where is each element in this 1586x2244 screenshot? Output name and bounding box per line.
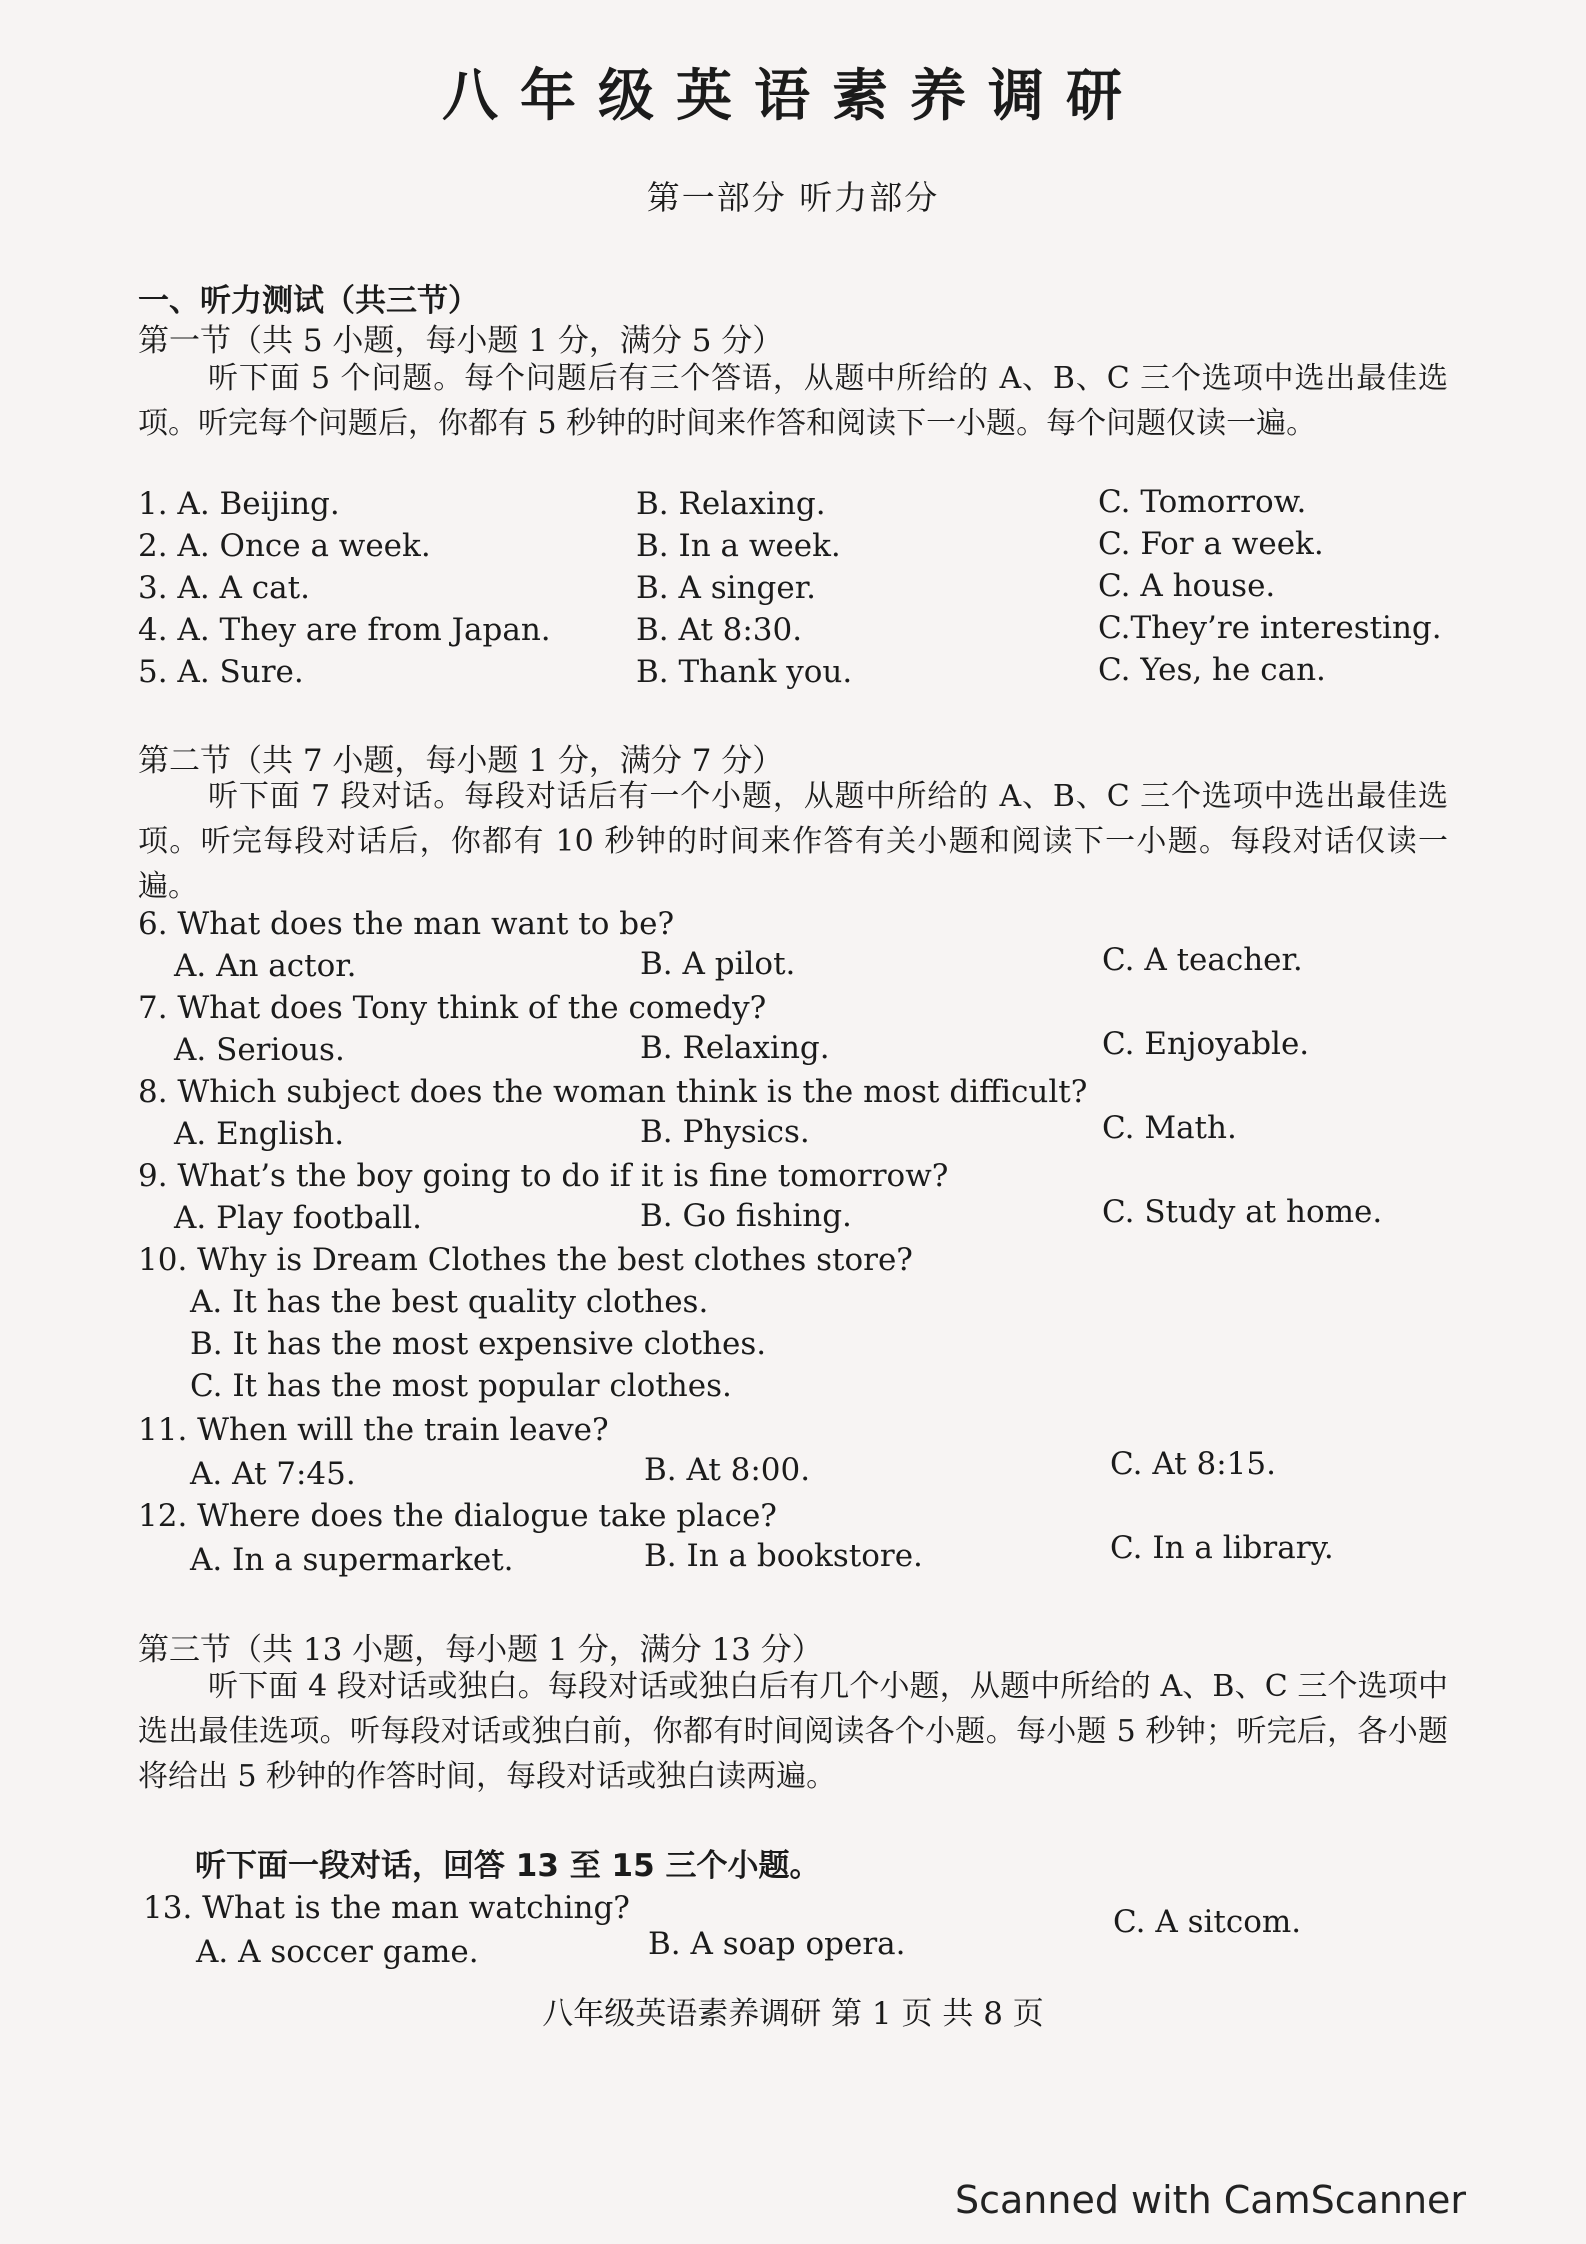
q9-option-a: A. Play football.	[174, 1200, 422, 1236]
section1-head: 第一节（共 5 小题，每小题 1 分，满分 5 分）	[138, 323, 784, 359]
q3-option-a: 3. A. A cat.	[138, 570, 310, 606]
q12-option-a: A. In a supermarket.	[190, 1542, 514, 1578]
q11-option-a: A. At 7:45.	[190, 1456, 356, 1492]
q4-option-c: C.They’re interesting.	[1098, 610, 1442, 646]
q10-option-a: A. It has the best quality clothes.	[190, 1284, 709, 1320]
q13-option-b: B. A soap opera.	[648, 1926, 906, 1962]
q5-option-a: 5. A. Sure.	[138, 654, 304, 690]
q6-option-c: C. A teacher.	[1102, 942, 1303, 978]
section3-head: 第三节（共 13 小题，每小题 1 分，满分 13 分）	[138, 1632, 823, 1668]
scanner-watermark: Scanned with CamScanner	[955, 2178, 1467, 2222]
section3-note: 听下面一段对话，回答 13 至 15 三个小题。	[195, 1848, 821, 1884]
q12-option-c: C. In a library.	[1110, 1530, 1334, 1566]
part-title: 第一部分 听力部分	[646, 178, 940, 217]
q6-option-b: B. A pilot.	[640, 946, 796, 982]
q3-option-c: C. A house.	[1098, 568, 1276, 604]
q7-stem: 7. What does Tony think of the comedy?	[138, 990, 767, 1026]
q1-option-b: B. Relaxing.	[636, 486, 826, 522]
q8-option-b: B. Physics.	[640, 1114, 810, 1150]
q6-option-a: A. An actor.	[174, 948, 357, 984]
q8-stem: 8. Which subject does the woman think is the most difficult?	[138, 1074, 1088, 1110]
q4-option-b: B. At 8:30.	[636, 612, 803, 648]
section3-instructions: 听下面 4 段对话或独白。每段对话或独白后有几个小题，从题中所给的 A、B、C 三个选项中选出最佳选项。听每段对话或独白前，你都有时间阅读各个小题。每小题 5 秒钟；听完后，各小题将给出 5 秒钟的作答时间，每段对话或独白读两遍。	[138, 1669, 1448, 1794]
q2-option-a: 2. A. Once a week.	[138, 528, 431, 564]
section2-instructions: 听下面 7 段对话。每段对话后有一个小题，从题中所给的 A、B、C 三个选项中选出最佳选项。听完每段对话后，你都有 10 秒钟的时间来作答有关小题和阅读下一小题。每段对话仅读一遍。	[138, 779, 1448, 904]
exam-title: 八年级英语素养调研	[442, 64, 1144, 129]
listening-heading: 一、听力测试（共三节）	[138, 283, 479, 319]
q9-stem: 9. What’s the boy going to do if it is fine tomorrow?	[138, 1158, 949, 1194]
q1-option-c: C. Tomorrow.	[1098, 484, 1307, 520]
section1-instructions: 听下面 5 个问题。每个问题后有三个答语，从题中所给的 A、B、C 三个选项中选出最佳选项。听完每个问题后，你都有 5 秒钟的时间来作答和阅读下一小题。每个问题仅读一遍。	[138, 361, 1448, 441]
q3-option-b: B. A singer.	[636, 570, 816, 606]
q2-option-b: B. In a week.	[636, 528, 841, 564]
q8-option-a: A. English.	[174, 1116, 345, 1152]
q7-option-c: C. Enjoyable.	[1102, 1026, 1310, 1062]
q1-option-a: 1. A. Beijing.	[138, 486, 340, 522]
q5-option-c: C. Yes, he can.	[1098, 652, 1326, 688]
q9-option-c: C. Study at home.	[1102, 1194, 1383, 1230]
q13-option-a: A. A soccer game.	[196, 1934, 479, 1970]
q7-option-a: A. Serious.	[174, 1032, 345, 1068]
q13-option-c: C. A sitcom.	[1113, 1904, 1302, 1940]
q5-option-b: B. Thank you.	[636, 654, 853, 690]
page-footer: 八年级英语素养调研 第 1 页 共 8 页	[542, 1996, 1044, 2032]
q11-option-b: B. At 8:00.	[644, 1452, 811, 1488]
q11-option-c: C. At 8:15.	[1110, 1446, 1276, 1482]
q11-stem: 11. When will the train leave?	[138, 1412, 609, 1448]
q10-stem: 10. Why is Dream Clothes the best clothes store?	[138, 1242, 913, 1278]
q8-option-c: C. Math.	[1102, 1110, 1237, 1146]
q7-option-b: B. Relaxing.	[640, 1030, 830, 1066]
q10-option-b: B. It has the most expensive clothes.	[190, 1326, 767, 1362]
section2-head: 第二节（共 7 小题，每小题 1 分，满分 7 分）	[138, 743, 784, 779]
q6-stem: 6. What does the man want to be?	[138, 906, 675, 942]
q12-stem: 12. Where does the dialogue take place?	[138, 1498, 777, 1534]
q2-option-c: C. For a week.	[1098, 526, 1324, 562]
q10-option-c: C. It has the most popular clothes.	[190, 1368, 732, 1404]
q4-option-a: 4. A. They are from Japan.	[138, 612, 551, 648]
q9-option-b: B. Go fishing.	[640, 1198, 852, 1234]
q12-option-b: B. In a bookstore.	[644, 1538, 923, 1574]
q13-stem: 13. What is the man watching?	[143, 1890, 630, 1926]
